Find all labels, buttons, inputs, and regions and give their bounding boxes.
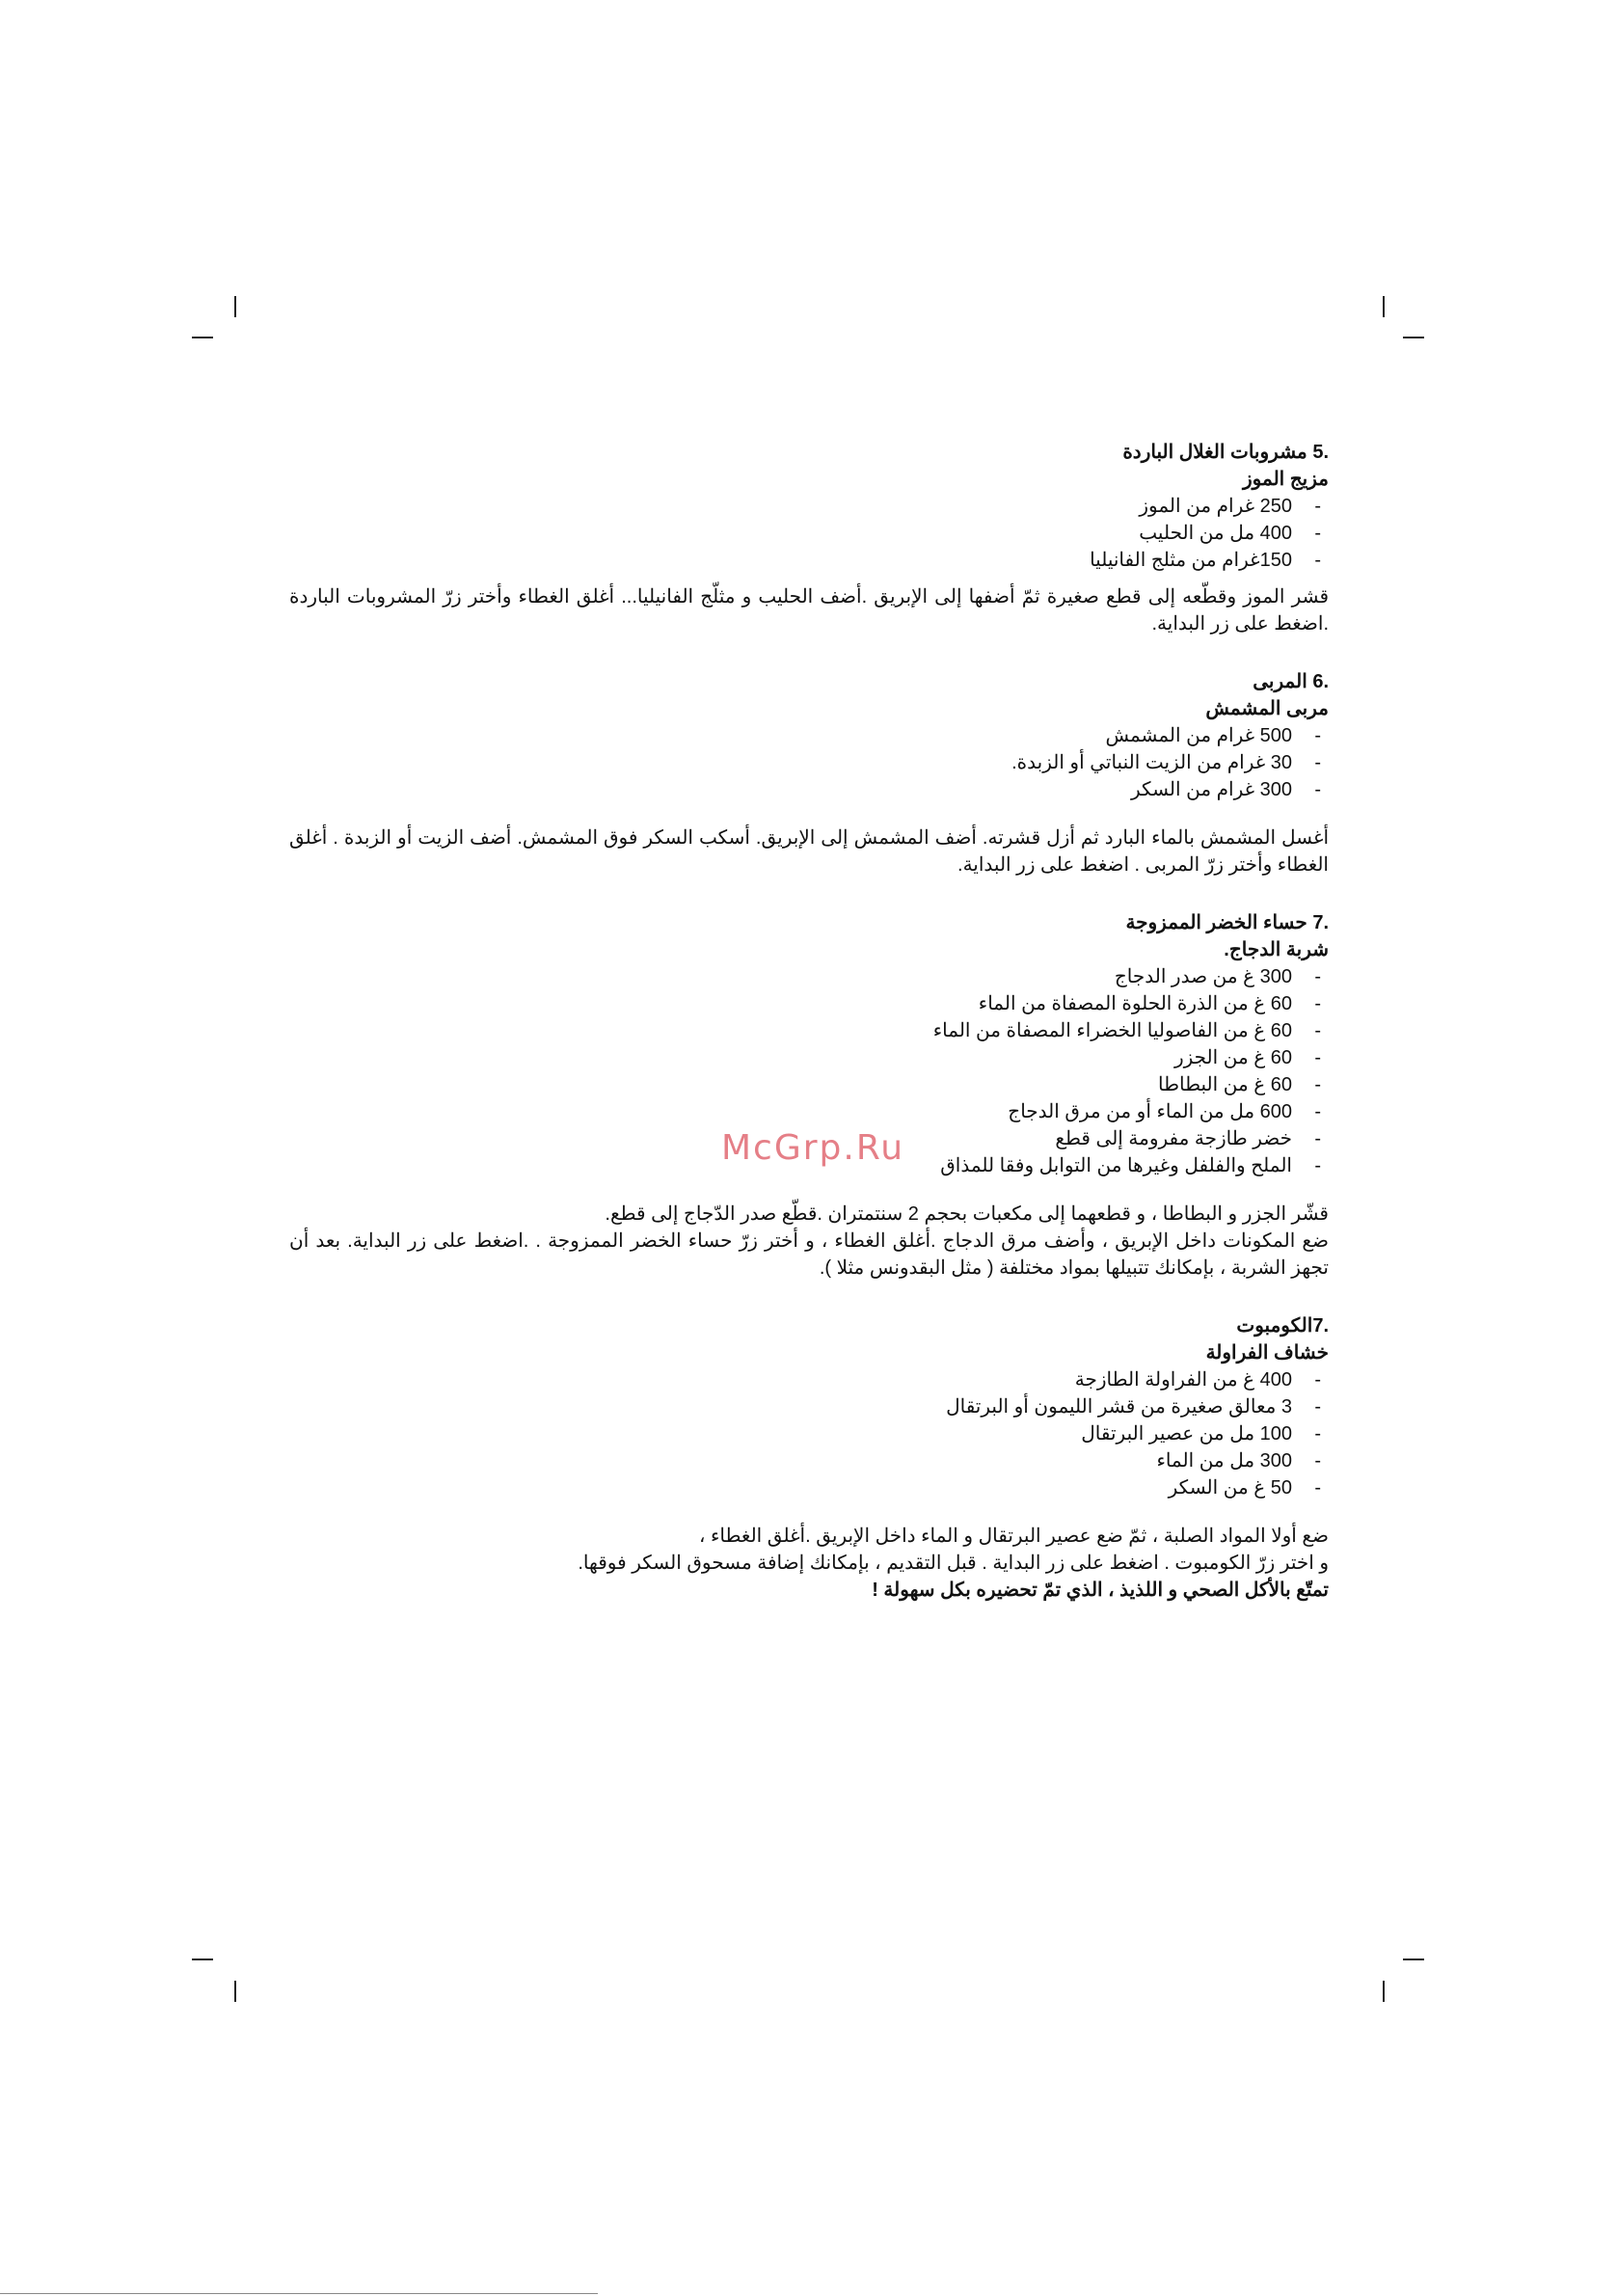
crop-mark-bottom-left-h [192,1958,213,1960]
ingredient-item: -300 غرام من السكر [1131,779,1321,800]
ingredient-item: -250 غرام من الموز [1139,496,1321,517]
ingredient-item: -600 مل من الماء أو من مرق الدجاج [1008,1101,1321,1122]
section-compote [289,1312,1329,1604]
crop-mark-top-left-v [234,296,236,317]
ingredient-item: -100 مل من عصير البرتقال [1081,1423,1321,1445]
section-soup [289,909,1329,1282]
ingredient-item: -3 معالق صغيرة من قشر الليمون أو البرتقال [946,1396,1321,1418]
section-cold-drinks [289,439,1329,637]
ingredient-item: -50 غ من السكر [1168,1477,1321,1499]
instructions-line: قشّر الجزر و البطاطا ، و قطعهما إلى مكعبات بحجم 2 سنتمتران .قطّع صدر الدّجاج إلى قطع. [605,1203,1329,1225]
ingredient-item: -300 مل من الماء [1156,1450,1321,1472]
instructions-paragraph: أغسل المشمش بالماء البارد ثم أزل قشرته. أضف المشمش إلى الإبريق. أسكب السكر فوق المشمش. أضف الزيت أو الزبدة . أغلق الغطاء وأختر زرّ المربى . اضغط على زر البداية. [289,827,1329,876]
ingredient-item: -300 غ من صدر الدجاج [1114,966,1321,987]
ingredient-item: -60 غ من الذرة الحلوة المصفاة من الماء [978,993,1321,1014]
crop-mark-bottom-right-h [1403,1958,1424,1960]
ingredient-item: -500 غرام من المشمش [1105,725,1321,746]
ingredient-item: -60 غ من الفاصوليا الخضراء المصفاة من الماء [932,1020,1321,1041]
instructions-line: ضع أولا المواد الصلبة ، ثمّ ضع عصير البرتقال و الماء داخل الإبريق .أغلق الغطاء ، [699,1526,1329,1547]
ingredient-item: -150غرام من مثلج الفانيليا [1090,550,1321,571]
ingredient-item: -400 غ من الفراولة الطازجة [1074,1369,1321,1391]
watermark-text: McGrp.Ru [721,1128,905,1168]
crop-mark-top-right-v [1383,296,1385,317]
section-jam [289,668,1329,878]
ingredient-item: -الملح والفلفل وغيرها من التوابل وفقا للمذاق [940,1155,1321,1176]
instructions-line: و اختر زرّ الكومبوت . اضغط على زر البداية . قبل التقديم ، بإمكانك إضافة مسحوق السكر فوقها. [578,1553,1329,1574]
footer-rule [0,2293,598,2294]
section-heading: .7الكومبوت [1236,1315,1329,1337]
recipe-title: خشاف الفراولة [1205,1342,1329,1364]
ingredient-item: -60 غ من الجزر [1173,1047,1321,1068]
recipe-title: مربى المشمش [1205,698,1329,719]
crop-mark-bottom-right-v [1383,1981,1385,2002]
ingredient-item: -خضر طازجة مفرومة إلى قطع [1055,1128,1321,1149]
crop-mark-bottom-left-v [234,1981,236,2002]
section-heading: .7 حساء الخضر الممزوجة [1125,912,1329,933]
recipe-title: شربة الدجاج. [1224,939,1329,960]
ingredient-item: -30 غرام من الزيت النباتي أو الزبدة. [1011,752,1321,773]
recipe-title: مزيج الموز [1243,469,1329,490]
ingredient-item: -400 مل من الحليب [1139,523,1321,544]
crop-mark-top-left-h [192,337,213,338]
ingredient-item: -60 غ من البطاطا [1158,1074,1321,1095]
section-heading: .5 مشروبات الغلال الباردة [1122,442,1329,463]
crop-mark-top-right-h [1403,337,1424,338]
instructions-paragraph: قشر الموز وقطّعه إلى قطع صغيرة ثمّ أضفها إلى الإبريق .أضف الحليب و مثلّج الفانيليا... أغلق الغطاء وأختر زرّ المشروبات الباردة .اضغط على زر البداية. [289,586,1330,635]
section-heading: .6 المربى [1253,671,1329,692]
instructions-paragraph: ضع المكونات داخل الإبريق ، وأضف مرق الدجاج .أغلق الغطاء ، و أختر زرّ حساء الخضر الممزوجة . .اضغط على زر البداية. بعد أن تجهز الشربة ، بإمكانك تتبيلها بمواد مختلفة ( مثل البقدونس مثلا ). [289,1230,1329,1279]
closing-line: تمتّع بالأكل الصحي و اللذيذ ، الذي تمّ تحضيره بكل سهولة ! [872,1580,1329,1601]
recipe-content [289,439,1329,1604]
